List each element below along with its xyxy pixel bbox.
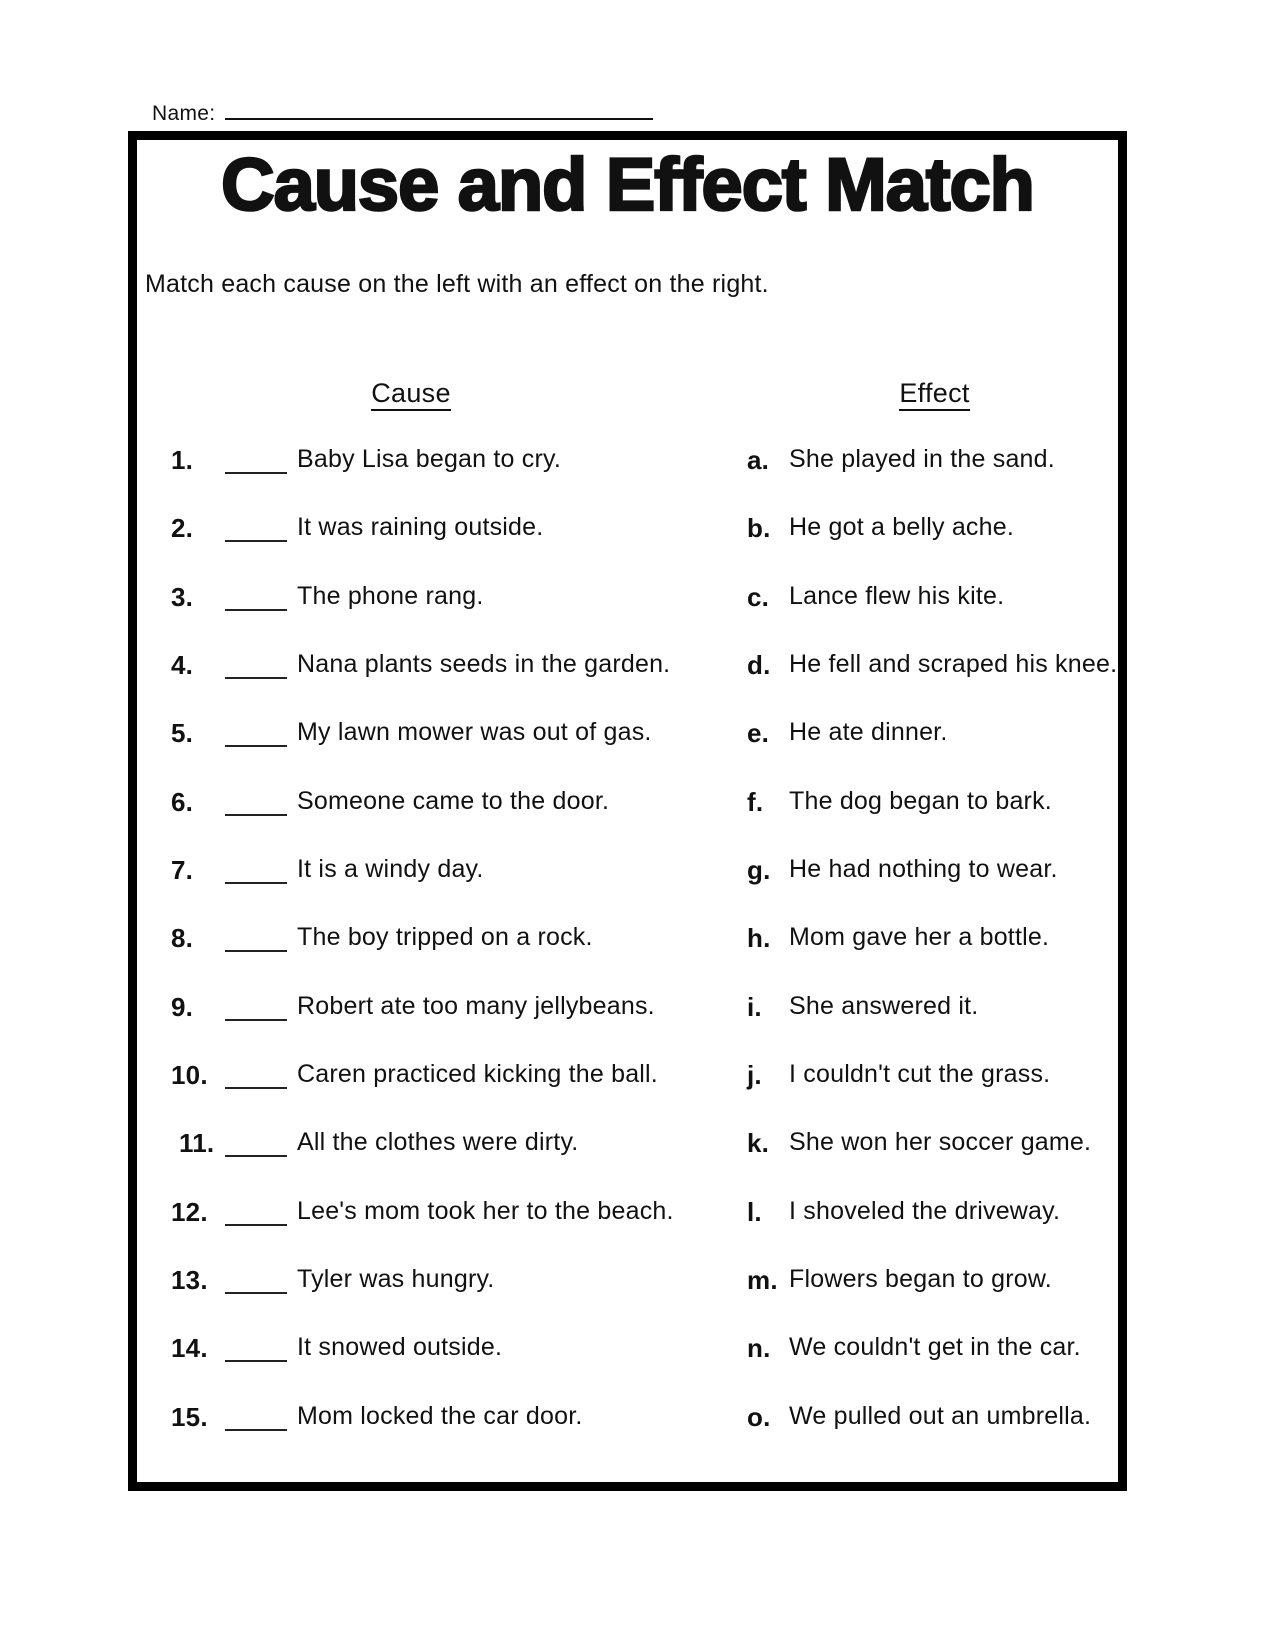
- item-number: 7.: [171, 855, 194, 886]
- answer-blank[interactable]: [225, 582, 287, 611]
- item-number: 12.: [171, 1196, 208, 1227]
- item-letter: f.: [747, 786, 764, 817]
- effect-text: We couldn't get in the car.: [789, 1333, 1081, 1362]
- cause-text: Nana plants seeds in the garden.: [297, 650, 671, 679]
- cause-text: Lee's mom took her to the beach.: [297, 1196, 674, 1225]
- name-label: Name:: [152, 102, 216, 125]
- name-blank-line[interactable]: [225, 101, 653, 120]
- effect-text: Lance flew his kite.: [789, 581, 1005, 610]
- cause-item: [171, 513, 711, 581]
- item-letter: e.: [747, 718, 770, 749]
- item-number: 15.: [171, 1401, 208, 1432]
- answer-blank[interactable]: [225, 718, 287, 747]
- cause-item: [171, 445, 711, 513]
- item-number: 6.: [171, 786, 194, 817]
- effect-text: He ate dinner.: [789, 718, 948, 747]
- item-number: 9.: [171, 991, 194, 1022]
- cause-item: [171, 718, 711, 786]
- effect-text: The dog began to bark.: [789, 786, 1052, 815]
- effect-item: [747, 1333, 1132, 1401]
- effect-text: She answered it.: [789, 991, 979, 1020]
- item-number: 10.: [171, 1060, 208, 1091]
- effect-item: [747, 582, 1132, 650]
- instructions-text: Match each cause on the left with an effect on the right.: [145, 270, 769, 298]
- answer-blank[interactable]: [225, 650, 287, 679]
- cause-text: The phone rang.: [297, 581, 484, 610]
- cause-text: It was raining outside.: [297, 513, 544, 542]
- cause-item: [171, 582, 711, 650]
- item-letter: i.: [747, 991, 762, 1022]
- item-letter: a.: [747, 445, 770, 475]
- effect-item: [747, 855, 1132, 923]
- effect-item: [747, 923, 1132, 991]
- item-letter: m.: [747, 1265, 778, 1296]
- cause-item: [171, 855, 711, 923]
- cause-text: The boy tripped on a rock.: [297, 923, 593, 952]
- cause-text: My lawn mower was out of gas.: [297, 718, 652, 747]
- effect-list: [747, 445, 1132, 1470]
- cause-item: [171, 992, 711, 1060]
- effect-item: [747, 992, 1132, 1060]
- effect-text: She played in the sand.: [789, 445, 1055, 473]
- effect-item: [747, 445, 1132, 513]
- cause-text: Someone came to the door.: [297, 786, 610, 815]
- cause-item: [171, 1402, 711, 1470]
- effect-text: I shoveled the driveway.: [789, 1196, 1061, 1225]
- answer-blank[interactable]: [225, 1060, 287, 1089]
- item-number: 5.: [171, 718, 194, 749]
- answer-blank[interactable]: [225, 992, 287, 1021]
- effect-column-header: Effect: [747, 378, 1122, 409]
- answer-blank[interactable]: [225, 1128, 287, 1157]
- effect-item: [747, 1402, 1132, 1470]
- effect-text: We pulled out an umbrella.: [789, 1401, 1092, 1430]
- effect-item: [747, 1197, 1132, 1265]
- item-letter: n.: [747, 1333, 771, 1364]
- cause-text: It snowed outside.: [297, 1333, 503, 1362]
- name-row: [152, 101, 653, 126]
- cause-list: [171, 445, 711, 1470]
- item-number: 2.: [171, 513, 194, 544]
- cause-text: Caren practiced kicking the ball.: [297, 1060, 658, 1089]
- item-letter: d.: [747, 650, 771, 681]
- item-number: 11.: [179, 1128, 215, 1159]
- item-number: 14.: [171, 1333, 208, 1364]
- cause-item: [171, 1197, 711, 1265]
- worksheet-title: Cause and Effect Match: [221, 143, 1034, 226]
- item-number: 13.: [171, 1265, 208, 1296]
- cause-text: Baby Lisa began to cry.: [297, 445, 562, 473]
- effect-item: [747, 513, 1132, 581]
- effect-text: I couldn't cut the grass.: [789, 1060, 1051, 1089]
- item-letter: o.: [747, 1401, 771, 1432]
- effect-item: [747, 650, 1132, 718]
- effect-text: She won her soccer game.: [789, 1128, 1092, 1157]
- item-number: 3.: [171, 581, 194, 612]
- cause-item: [171, 650, 711, 718]
- cause-column-header: Cause: [171, 378, 651, 409]
- item-letter: l.: [747, 1196, 762, 1227]
- answer-blank[interactable]: [225, 855, 287, 884]
- item-letter: b.: [747, 513, 771, 544]
- cause-item: [171, 1265, 711, 1333]
- answer-blank[interactable]: [225, 445, 287, 474]
- item-letter: k.: [747, 1128, 770, 1159]
- worksheet-frame: [128, 131, 1127, 1491]
- cause-item: [171, 1333, 711, 1401]
- item-letter: c.: [747, 581, 770, 612]
- effect-item: [747, 1060, 1132, 1128]
- cause-text: Robert ate too many jellybeans.: [297, 991, 655, 1020]
- cause-text: Mom locked the car door.: [297, 1401, 583, 1430]
- item-letter: g.: [747, 855, 771, 886]
- answer-blank[interactable]: [225, 1402, 287, 1431]
- cause-item: [171, 1060, 711, 1128]
- item-letter: j.: [747, 1060, 762, 1091]
- effect-text: Flowers began to grow.: [789, 1265, 1052, 1294]
- item-number: 4.: [171, 650, 194, 681]
- answer-blank[interactable]: [225, 923, 287, 952]
- cause-text: It is a windy day.: [297, 855, 484, 884]
- cause-item: [171, 787, 711, 855]
- effect-item: [747, 1128, 1132, 1196]
- cause-text: All the clothes were dirty.: [297, 1128, 579, 1157]
- item-number: 8.: [171, 923, 194, 954]
- item-letter: h.: [747, 923, 771, 954]
- effect-text: He had nothing to wear.: [789, 855, 1058, 884]
- answer-blank[interactable]: [225, 513, 287, 542]
- answer-blank[interactable]: [225, 787, 287, 816]
- effect-item: [747, 718, 1132, 786]
- effect-item: [747, 1265, 1132, 1333]
- effect-text: Mom gave her a bottle.: [789, 923, 1050, 952]
- effect-text: He fell and scraped his knee.: [789, 650, 1118, 679]
- answer-blank[interactable]: [225, 1333, 287, 1362]
- cause-text: Tyler was hungry.: [297, 1265, 495, 1294]
- effect-item: [747, 787, 1132, 855]
- effect-text: He got a belly ache.: [789, 513, 1014, 542]
- cause-item: [171, 1128, 711, 1196]
- cause-item: [171, 923, 711, 991]
- item-number: 1.: [171, 445, 194, 475]
- answer-blank[interactable]: [225, 1265, 287, 1294]
- answer-blank[interactable]: [225, 1197, 287, 1226]
